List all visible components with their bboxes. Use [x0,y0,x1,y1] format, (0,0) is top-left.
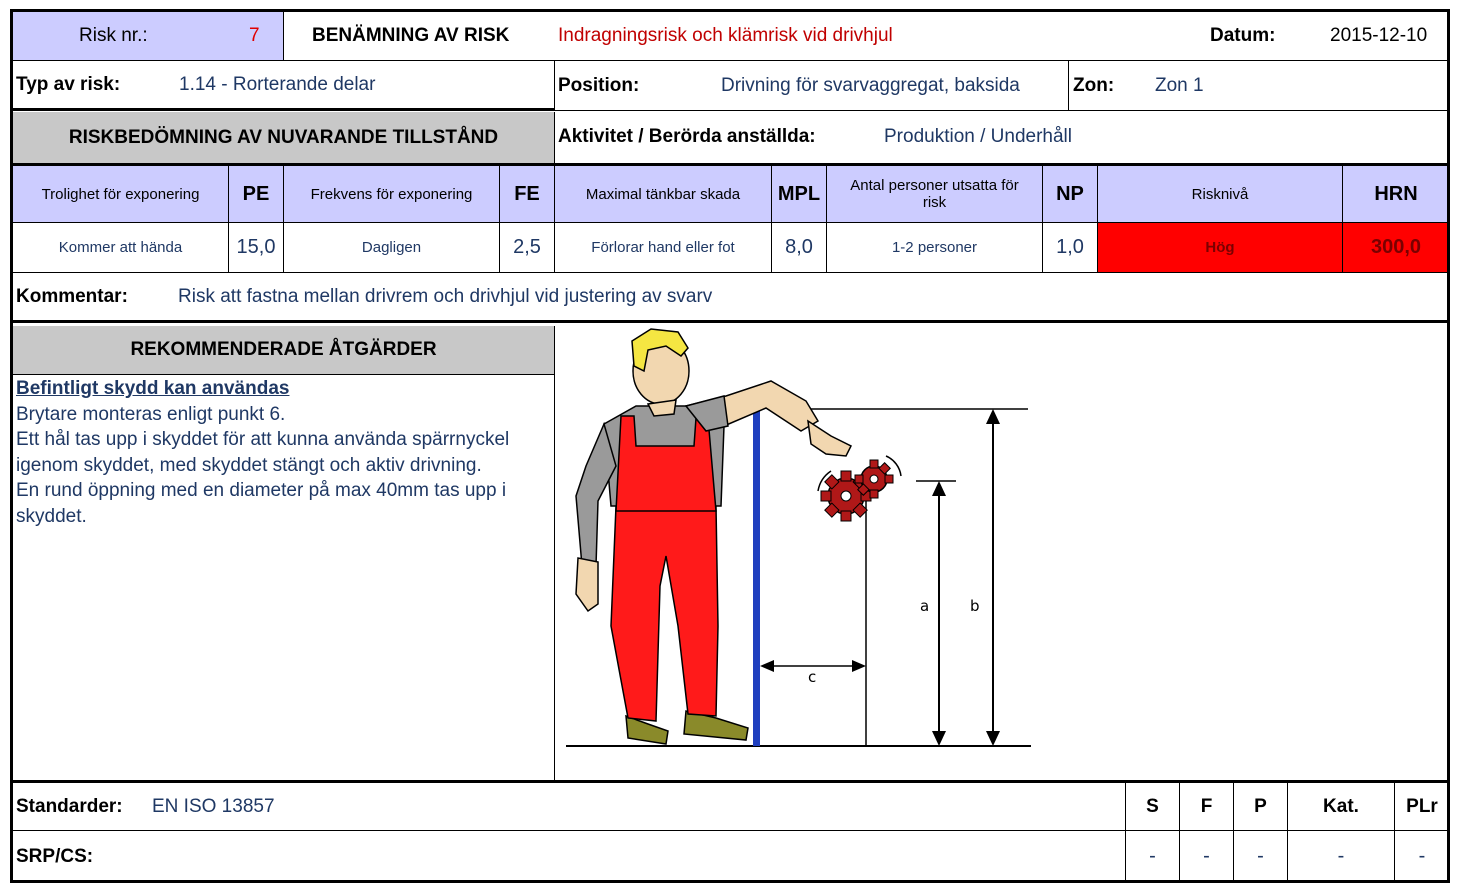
risk-type-value: 1.14 - Rorterande delar [179,73,376,95]
dimension-b-label: b [970,597,980,615]
safety-distance-illustration [556,326,1076,780]
recommended-title [13,326,555,375]
hrn-value: 300,0 [1343,223,1450,273]
comment-value: Risk att fastna mellan drivrem och drivhjul vid justering av svarv [178,285,713,307]
standards-value: EN ISO 13857 [152,795,275,817]
srp-label: SRP/CS: [16,845,94,867]
zone-cell [1069,61,1450,111]
risk-level-value: Hög [1098,223,1343,273]
comment-cell [13,273,1450,323]
activity-label: Aktivitet / Berörda anställda: [558,126,816,147]
guard-barrier [753,408,760,746]
col-plr-header: PLr [1395,780,1450,831]
standards-cell [13,780,1126,831]
np-desc-value: 1-2 personer [827,223,1043,273]
risk-nr-label: Risk nr.: [79,25,148,46]
recommended-text [16,376,552,529]
zone-value: Zon 1 [1155,74,1204,96]
recommended-line-1: Brytare monteras enligt punkt 6. [16,403,286,425]
risk-level-header: Risknivå [1098,166,1343,223]
comment-label: Kommentar: [16,285,128,307]
pe-header: PE [229,166,284,223]
col-p-value: - [1234,831,1288,883]
position-cell [555,61,1069,111]
position-label: Position: [558,74,640,96]
srp-cell [13,831,1126,883]
pe-desc-header: Trolighet för exponering [13,166,229,223]
col-s-header: S [1126,780,1180,831]
mpl-value: 8,0 [772,223,827,273]
activity-cell [555,111,1450,166]
activity-value: Produktion / Underhåll [884,126,1072,147]
col-s-value: - [1126,831,1180,883]
risk-nr-cell [13,12,284,61]
col-f-header: F [1180,780,1234,831]
risk-name-label: BENÄMNING AV RISK [312,25,510,46]
risk-nr-value: 7 [249,25,260,46]
recommended-title-text: REKOMMENDERADE ÅTGÄRDER [130,339,437,360]
gear-icon-small [855,460,893,498]
mpl-desc-header: Maximal tänkbar skada [555,166,772,223]
position-value: Drivning för svarvaggregat, baksida [721,74,1020,96]
col-plr-value: - [1395,831,1450,883]
recommended-line-2: Ett hål tas upp i skyddet för att kunna använda spärrnyckel igenom skyddet, med skyddet stängt och aktiv drivning. [16,429,510,476]
fe-desc-value: Dagligen [284,223,500,273]
risk-type-label: Typ av risk: [16,73,121,95]
np-header: NP [1043,166,1098,223]
date-label: Datum: [1210,25,1276,46]
np-value: 1,0 [1043,223,1098,273]
fe-value: 2,5 [500,223,555,273]
assessment-title-text: RISKBEDÖMNING AV NUVARANDE TILLSTÅND [68,126,499,148]
mpl-header: MPL [772,166,827,223]
hrn-header: HRN [1343,166,1450,223]
pe-desc-value: Kommer att hända [13,223,229,273]
fe-header: FE [500,166,555,223]
col-f-value: - [1180,831,1234,883]
dimension-a-label: a [920,597,930,615]
mpl-desc-value: Förlorar hand eller fot [555,223,772,273]
recommended-heading: Befintligt skydd kan användas [16,378,290,399]
date-value: 2015-12-10 [1330,25,1428,46]
pe-value: 15,0 [229,223,284,273]
assessment-title [13,112,555,166]
risk-name-value: Indragningsrisk och klämrisk vid drivhjul [558,25,893,46]
risk-type-cell [13,61,555,111]
dimension-c-label: c [808,668,817,686]
risk-name-cell [284,12,1450,61]
np-desc-header: Antal personer utsatta för risk [827,166,1043,223]
col-kat-value: - [1288,831,1395,883]
fe-desc-header: Frekvens för exponering [284,166,500,223]
col-p-header: P [1234,780,1288,831]
standards-label: Standarder: [16,795,123,817]
col-kat-header: Kat. [1288,780,1395,831]
recommended-line-3: En rund öppning med en diameter på max 40mm tas upp i skyddet. [16,480,507,527]
zone-label: Zon: [1073,74,1115,96]
